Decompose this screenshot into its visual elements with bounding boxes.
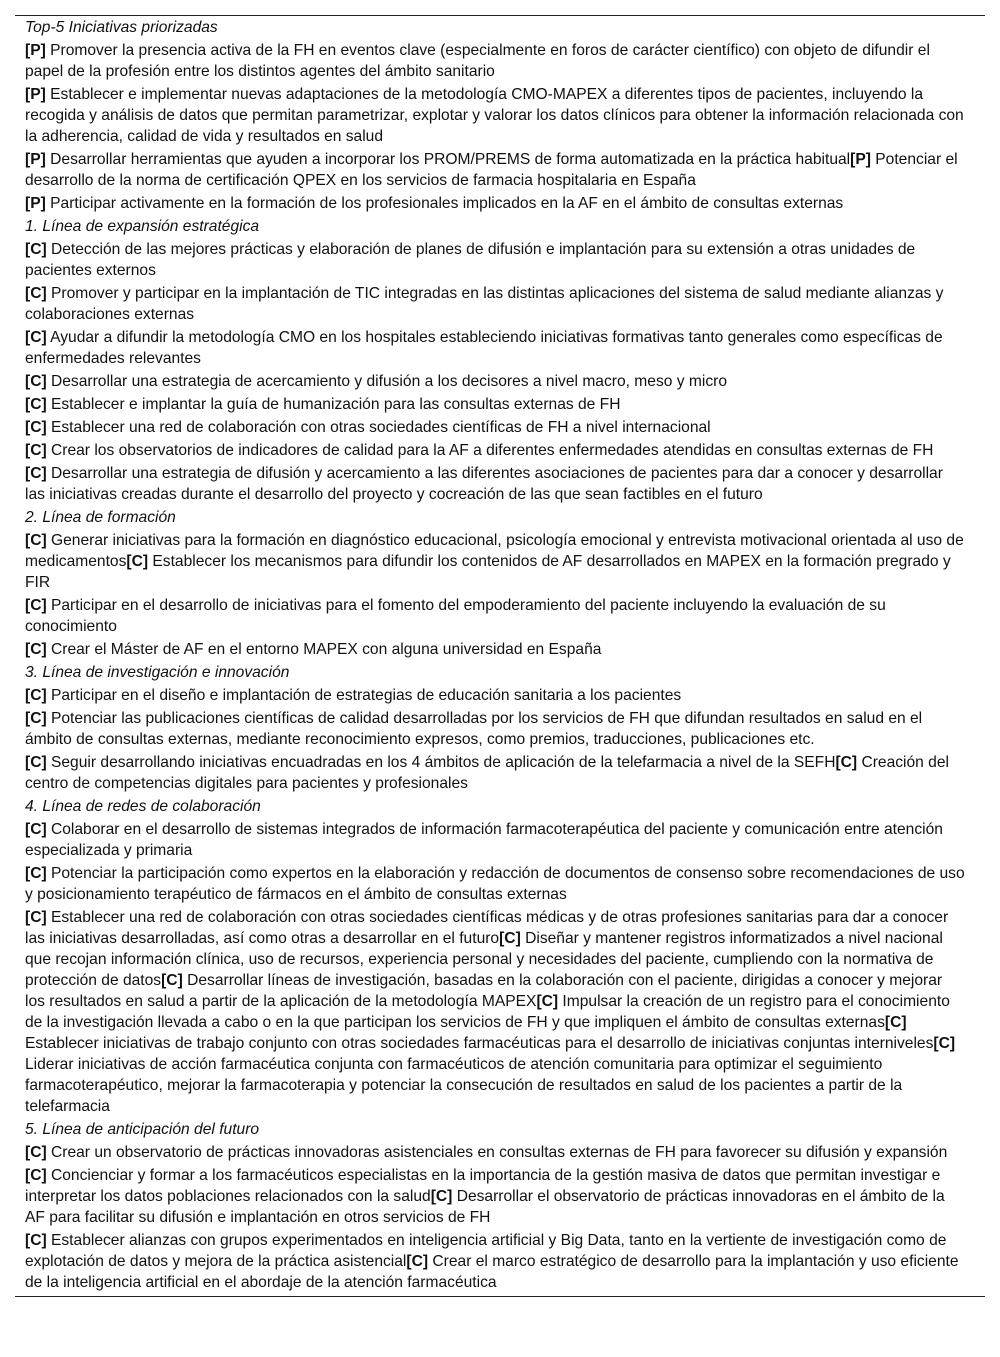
initiatives-table [15, 15, 985, 1297]
initiative-text: Creación del centro de competencias digitales para pacientes y profesionales [25, 754, 949, 792]
initiative-text: Diseñar y mantener registros informatizados a nivel nacional que recojan información clínica, uso de recursos, experiencia personal y necesidades del paciente, cumpliendo con la normativa de protección de datos [25, 930, 943, 989]
priority-tag: [C] [25, 419, 47, 436]
priority-tag: [P] [25, 42, 46, 59]
initiative-row [15, 1142, 985, 1163]
priority-tag: [C] [25, 1232, 47, 1249]
initiative-row [15, 394, 985, 415]
priority-tag: [C] [25, 329, 47, 346]
initiative-row [15, 417, 985, 438]
initiative-text: Desarrollar el observatorio de prácticas innovadoras en el ámbito de la AF para facilitar su difusión e implantación en otros servicios de FH [25, 1188, 945, 1226]
priority-tag: [C] [406, 1253, 429, 1270]
priority-tag: [P] [25, 195, 46, 212]
section-heading: Top-5 Iniciativas priorizadas [25, 19, 218, 36]
initiative-text: Desarrollar una estrategia de difusión y acercamiento a las diferentes asociaciones de pacientes para dar a conocer y desarrollar las iniciativas creadas durante el desarrollo del proyecto y cocreación de las que sean factibles en el futuro [25, 465, 943, 503]
initiative-text: Liderar iniciativas de acción farmacéutica conjunta con farmacéuticos de atención comunitaria para optimizar el seguimiento farmacoterapéutico, mejorar la farmacoterapia y potenciar la consecución de resultados en salud de los pacientes a partir de la telefarmacia [25, 1056, 903, 1115]
initiative-text: Promover la presencia activa de la FH en eventos clave (especialmente en foros de carácter científico) con objeto de difundir el papel de la profesión entre los distintos agentes del ámbito sanitario [25, 42, 930, 80]
initiative-row [15, 84, 985, 147]
initiative-text: Crear el Máster de AF en el entorno MAPEX con alguna universidad en España [46, 641, 602, 658]
priority-tag: [C] [25, 241, 47, 258]
initiative-row [15, 819, 985, 861]
priority-tag: [C] [430, 1188, 453, 1205]
priority-tag: [C] [126, 553, 149, 570]
initiative-row [15, 440, 985, 461]
priority-tag: [C] [25, 1167, 47, 1184]
initiative-row [15, 463, 985, 505]
initiative-row [15, 371, 985, 392]
initiative-text: Colaborar en el desarrollo de sistemas integrados de información farmacoterapéutica del paciente y comunicación entre atención especializada y primaria [25, 821, 943, 859]
priority-tag: [C] [25, 597, 47, 614]
priority-tag: [C] [161, 972, 183, 989]
priority-tag: [C] [884, 1014, 907, 1031]
priority-tag: [P] [850, 151, 871, 168]
priority-tag: [C] [25, 909, 47, 926]
priority-tag: [C] [835, 754, 858, 771]
initiative-text: Participar activamente en la formación de los profesionales implicados en la AF en el ámbito de consultas externas [45, 195, 844, 212]
initiative-row [15, 863, 985, 905]
priority-tag: [C] [25, 710, 47, 727]
initiative-text: Promover y participar en la implantación de TIC integradas en las distintas aplicaciones del sistema de salud mediante alianzas y colaboraciones externas [25, 285, 944, 323]
priority-tag: [C] [933, 1035, 956, 1052]
priority-tag: [C] [25, 532, 47, 549]
section-heading: 3. Línea de investigación e innovación [25, 664, 290, 681]
initiative-text: Desarrollar herramientas que ayuden a incorporar los PROM/PREMS de forma automatizada en la práctica habitual [45, 151, 851, 168]
initiative-row [15, 239, 985, 281]
initiative-text: Crear el marco estratégico de desarrollo para la implantación y uso eficiente de la inteligencia artificial en el abordaje de la atención farmacéutica [25, 1253, 959, 1291]
priority-tag: [C] [25, 285, 47, 302]
priority-tag: [P] [25, 151, 46, 168]
initiative-text: Participar en el diseño e implantación de estrategias de educación sanitaria a los pacientes [46, 687, 682, 704]
initiative-text: Desarrollar una estrategia de acercamiento y difusión a los decisores a nivel macro, meso y micro [46, 373, 728, 390]
initiative-row [15, 595, 985, 637]
priority-tag: [C] [25, 687, 47, 704]
initiative-text: Establecer iniciativas de trabajo conjunto con otras sociedades farmacéuticas para el desarrollo de iniciativas conjuntas interniveles [25, 1035, 934, 1052]
initiative-text: Crear un observatorio de prácticas innovadoras asistenciales en consultas externas de FH para favorecer su difusión y expansión [46, 1144, 948, 1161]
initiative-row [15, 327, 985, 369]
priority-tag: [P] [25, 86, 46, 103]
initiative-text: Establecer una red de colaboración con otras sociedades científicas médicas y de otras profesiones sanitarias para dar a conocer las iniciativas desarrolladas, así como otras a desarrollar en el futuro [25, 909, 949, 947]
priority-tag: [C] [25, 442, 47, 459]
initiative-row [15, 752, 985, 794]
initiative-row [15, 1165, 985, 1228]
initiative-text: Potenciar la participación como expertos en la elaboración y redacción de documentos de consenso sobre recomendaciones de uso y posicionamiento terapéutico de fármacos en el ámbito de consultas externas [25, 865, 965, 903]
initiative-text: Detección de las mejores prácticas y elaboración de planes de difusión e implantación para su extensión a otras unidades de pacientes externos [25, 241, 916, 279]
initiative-text: Establecer alianzas con grupos experimentados en inteligencia artificial y Big Data, tanto en la vertiente de investigación como de explotación de datos y mejora de la práctica asistencial [25, 1232, 947, 1270]
initiative-text: Establecer una red de colaboración con otras sociedades científicas de FH a nivel internacional [46, 419, 711, 436]
initiative-text: Seguir desarrollando iniciativas encuadradas en los 4 ámbitos de aplicación de la telefarmacia a nivel de la SEFH [46, 754, 836, 771]
priority-tag: [C] [25, 865, 47, 882]
priority-tag: [C] [25, 641, 47, 658]
initiative-text: Impulsar la creación de un registro para el conocimiento de la investigación llevada a cabo o en la que participan los servicios de FH y que impliquen el ámbito de consultas externas [25, 993, 950, 1031]
priority-tag: [C] [25, 465, 47, 482]
initiative-row [15, 530, 985, 593]
initiative-text: Crear los observatorios de indicadores de calidad para la AF a diferentes enfermedades atendidas en consultas externas de FH [46, 442, 934, 459]
initiative-text: Establecer e implementar nuevas adaptaciones de la metodología CMO-MAPEX a diferentes tipos de pacientes, incluyendo la recogida y análisis de datos que permitan parametrizar, explotar y valorar los datos clínicos para obtener la información relacionada con la adherencia, calidad de vida y resultados en salud [25, 86, 964, 145]
priority-tag: [C] [25, 754, 47, 771]
priority-tag: [C] [25, 1144, 47, 1161]
initiative-row [15, 639, 985, 660]
priority-tag: [C] [25, 821, 47, 838]
section-heading: 1. Línea de expansión estratégica [25, 218, 260, 235]
initiative-row [15, 149, 985, 191]
section-heading: 5. Línea de anticipación del futuro [25, 1121, 260, 1138]
initiative-row [15, 708, 985, 750]
initiative-text: Potenciar el desarrollo de la norma de certificación QPEX en los servicios de farmacia hospitalaria en España [25, 151, 958, 189]
initiative-text: Establecer e implantar la guía de humanización para las consultas externas de FH [46, 396, 621, 413]
priority-tag: [C] [25, 373, 47, 390]
priority-tag: [C] [536, 993, 559, 1010]
initiative-text: Desarrollar líneas de investigación, basadas en la colaboración con el paciente, dirigidas a conocer y mejorar los resultados en salud a partir de la aplicación de la metodología MAPEX [25, 972, 943, 1010]
priority-tag: [C] [499, 930, 521, 947]
initiative-row [15, 685, 985, 706]
initiative-row [15, 907, 985, 1117]
initiative-row [15, 193, 985, 214]
initiative-text: Concienciar y formar a los farmacéuticos especialistas en la importancia de la gestión masiva de datos que permitan investigar e interpretar los datos poblaciones relacionados con la salud [25, 1167, 941, 1205]
section-heading: 4. Línea de redes de colaboración [25, 798, 261, 815]
initiative-text: Participar en el desarrollo de iniciativas para el fomento del empoderamiento del paciente incluyendo la evaluación de su conocimiento [25, 597, 886, 635]
initiative-text: Potenciar las publicaciones científicas de calidad desarrolladas por los servicios de FH que difundan resultados en salud en el ámbito de consultas externas, mediante reconocimiento expresos, como premios, traducciones, publicaciones etc. [25, 710, 923, 748]
initiative-text: Generar iniciativas para la formación en diagnóstico educacional, psicología emocional y entrevista motivacional orientada al uso de medicamentos [25, 532, 964, 570]
initiative-row [15, 1230, 985, 1293]
initiative-text: Ayudar a difundir la metodología CMO en los hospitales estableciendo iniciativas formativas tanto generales como específicas de enfermedades relevantes [25, 329, 943, 367]
priority-tag: [C] [25, 396, 47, 413]
initiative-row [15, 283, 985, 325]
section-heading: 2. Línea de formación [25, 509, 176, 526]
initiative-row [15, 40, 985, 82]
initiative-text: Establecer los mecanismos para difundir los contenidos de AF desarrollados en MAPEX en la formación pregrado y FIR [25, 553, 951, 591]
